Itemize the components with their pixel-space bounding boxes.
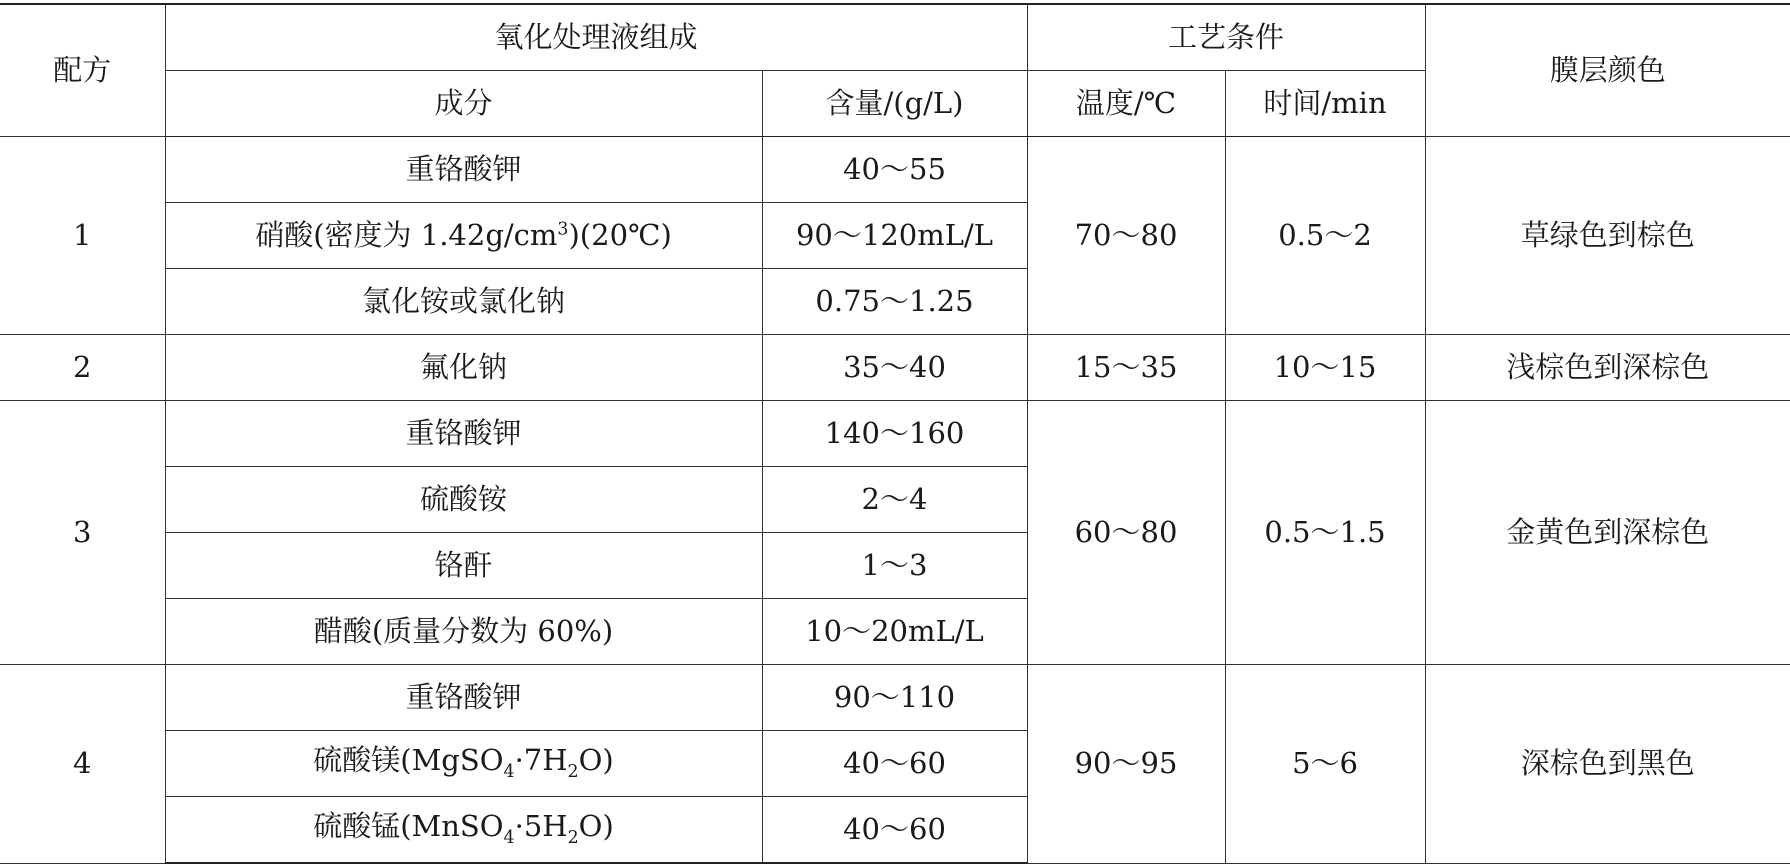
header-time: 时间/min xyxy=(1225,71,1425,137)
temperature-cell: 15～35 xyxy=(1027,335,1225,401)
header-recipe: 配方 xyxy=(0,4,165,137)
header-temperature: 温度/℃ xyxy=(1027,71,1225,137)
component-cell: 重铬酸钾 xyxy=(165,401,762,467)
content-cell: 40～60 xyxy=(762,731,1027,797)
component-text: 硝酸(密度为 1.42g/cm xyxy=(255,217,558,252)
component-cell: 氯化铵或氯化钠 xyxy=(165,269,762,335)
film-color-cell: 深棕色到黑色 xyxy=(1425,665,1790,864)
time-cell: 0.5～2 xyxy=(1225,137,1425,335)
recipe-id: 4 xyxy=(0,665,165,864)
component-cell: 硫酸铵 xyxy=(165,467,762,533)
component-text: 硫酸镁(MgSO xyxy=(313,743,504,778)
table-row xyxy=(0,137,1790,203)
temperature-cell: 70～80 xyxy=(1027,137,1225,335)
component-text: ·7H xyxy=(514,743,568,778)
temperature-cell: 60～80 xyxy=(1027,401,1225,665)
header-row-1 xyxy=(0,4,1790,71)
content-cell: 35～40 xyxy=(762,335,1027,401)
subscript: 2 xyxy=(567,827,579,848)
component-text: O) xyxy=(578,809,614,844)
time-cell: 10～15 xyxy=(1225,335,1425,401)
content-cell: 90～120mL/L xyxy=(762,203,1027,269)
content-cell: 40～55 xyxy=(762,137,1027,203)
component-cell: 铬酐 xyxy=(165,533,762,599)
header-film-color: 膜层颜色 xyxy=(1425,4,1790,137)
component-cell: 醋酸(质量分数为 60%) xyxy=(165,599,762,665)
component-text: ·5H xyxy=(514,809,568,844)
recipe-id: 3 xyxy=(0,401,165,665)
content-cell: 1～3 xyxy=(762,533,1027,599)
header-component: 成分 xyxy=(165,71,762,137)
header-process-group: 工艺条件 xyxy=(1027,4,1425,71)
header-solution-group: 氧化处理液组成 xyxy=(165,4,1027,71)
component-cell: 氟化钠 xyxy=(165,335,762,401)
table-row xyxy=(0,401,1790,467)
subscript: 2 xyxy=(567,761,579,782)
component-cell xyxy=(165,203,762,269)
film-color-cell: 草绿色到棕色 xyxy=(1425,137,1790,335)
recipe-id: 2 xyxy=(0,335,165,401)
film-color-cell: 金黄色到深棕色 xyxy=(1425,401,1790,665)
subscript: 4 xyxy=(503,827,515,848)
oxidation-recipe-table xyxy=(0,3,1790,864)
content-cell: 140～160 xyxy=(762,401,1027,467)
temperature-cell: 90～95 xyxy=(1027,665,1225,864)
component-text: )(20℃) xyxy=(568,217,672,252)
film-color-cell: 浅棕色到深棕色 xyxy=(1425,335,1790,401)
component-cell: 重铬酸钾 xyxy=(165,665,762,731)
content-cell: 90～110 xyxy=(762,665,1027,731)
content-cell: 2～4 xyxy=(762,467,1027,533)
content-cell: 40～60 xyxy=(762,797,1027,864)
component-cell: 重铬酸钾 xyxy=(165,137,762,203)
table-row xyxy=(0,665,1790,731)
component-cell xyxy=(165,797,762,864)
table-row xyxy=(0,335,1790,401)
subscript: 4 xyxy=(503,761,515,782)
content-cell: 0.75～1.25 xyxy=(762,269,1027,335)
component-cell xyxy=(165,731,762,797)
component-text: O) xyxy=(578,743,614,778)
time-cell: 5～6 xyxy=(1225,665,1425,864)
time-cell: 0.5～1.5 xyxy=(1225,401,1425,665)
superscript: 3 xyxy=(557,218,569,239)
component-text: 硫酸锰(MnSO xyxy=(313,809,504,844)
header-content: 含量/(g/L) xyxy=(762,71,1027,137)
content-cell: 10～20mL/L xyxy=(762,599,1027,665)
recipe-id: 1 xyxy=(0,137,165,335)
